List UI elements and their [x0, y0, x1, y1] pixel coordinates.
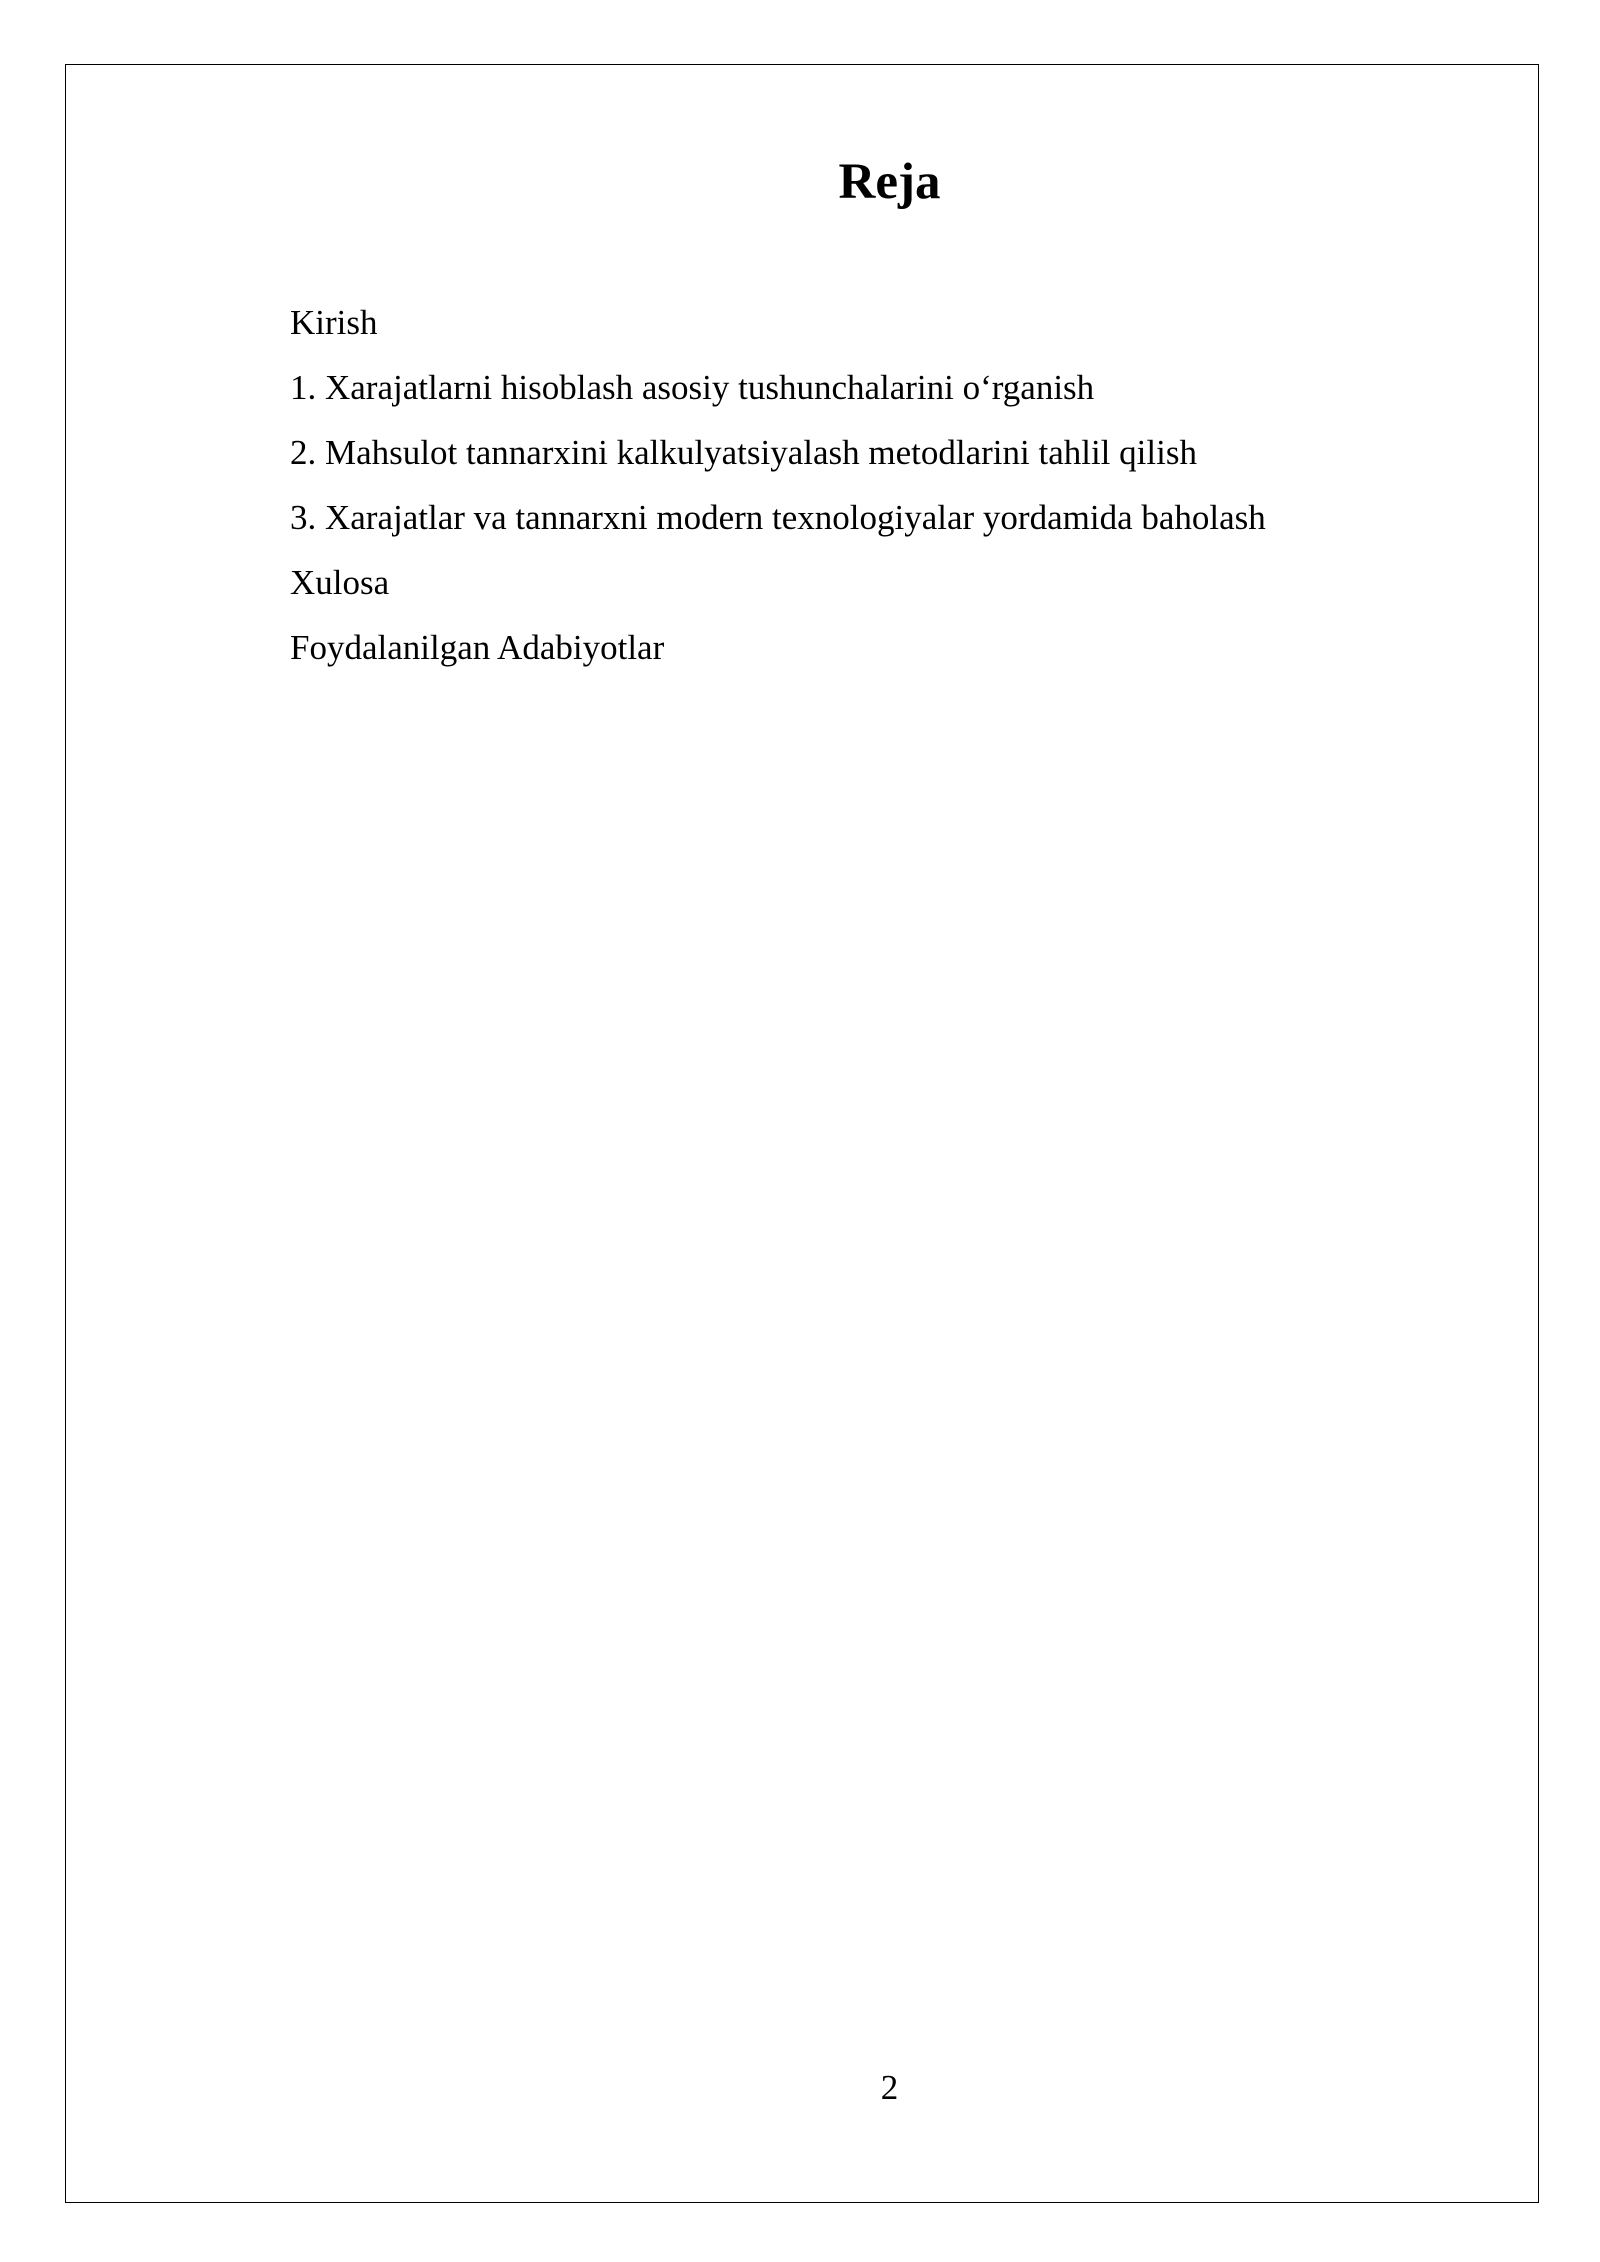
- plan-item-references: Foydalanilgan Adabiyotlar: [290, 628, 665, 667]
- plan-item-conclusion: Xulosa: [290, 563, 390, 602]
- plan-item-3: 3. Xarajatlar va tannarxni modern texnologiyalar yordamida baholash: [290, 498, 1266, 537]
- plan-list: [290, 290, 1266, 680]
- plan-item-1: 1. Xarajatlarni hisoblash asosiy tushunchalarini o‘rganish: [290, 368, 1095, 407]
- page-number: 2: [880, 2068, 899, 2107]
- page-title: Reja: [838, 154, 941, 210]
- plan-item-introduction: Kirish: [290, 303, 378, 342]
- plan-item-2: 2. Mahsulot tannarxini kalkulyatsiyalash metodlarini tahlil qilish: [290, 433, 1197, 472]
